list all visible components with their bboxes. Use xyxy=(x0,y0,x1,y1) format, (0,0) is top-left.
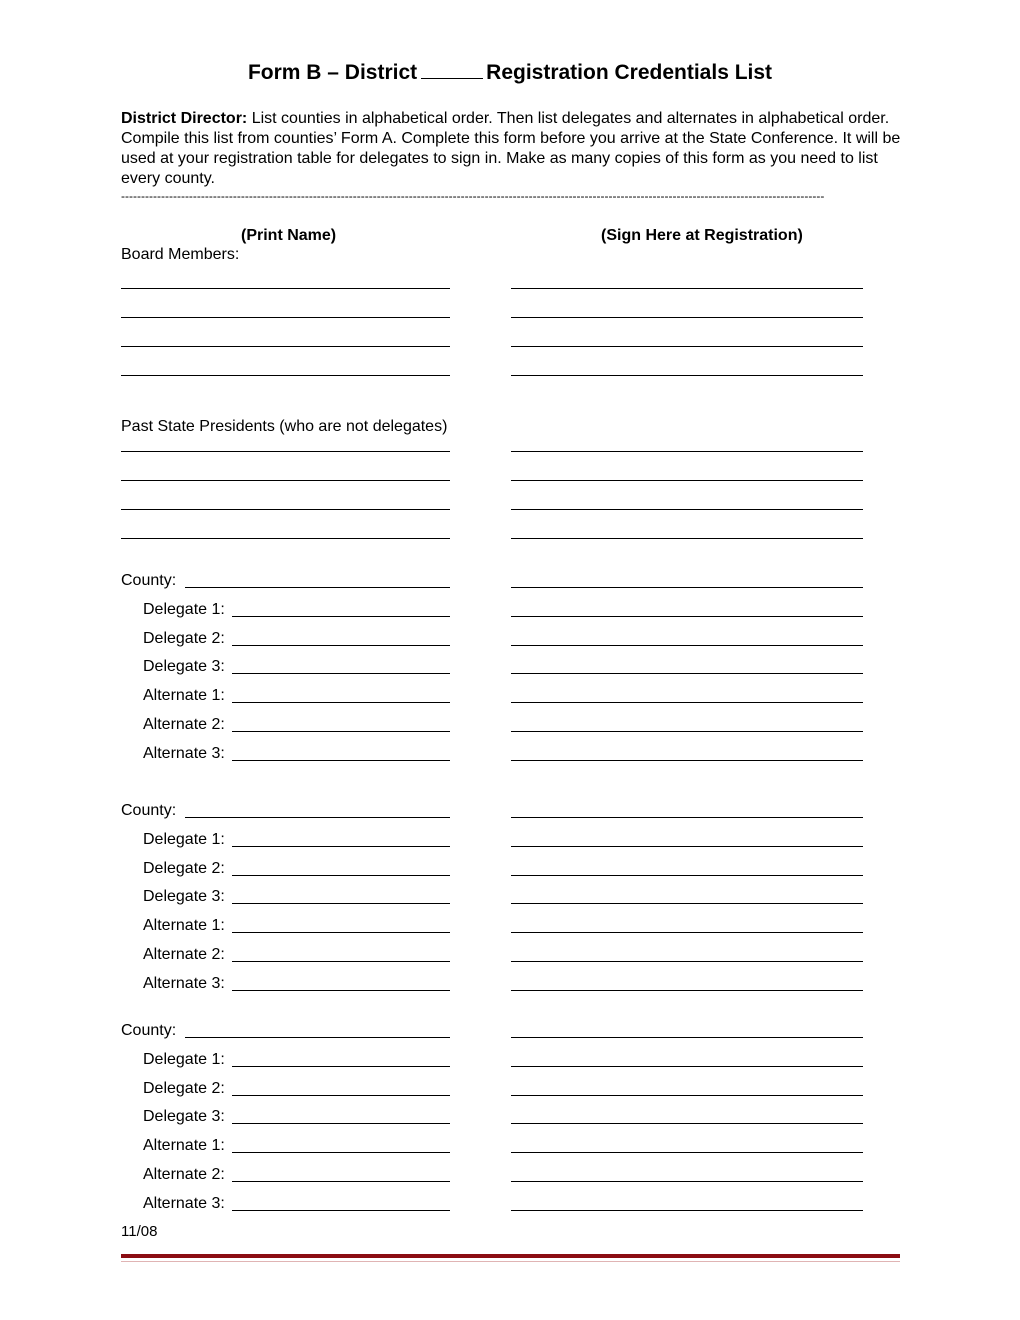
past-president-print-line[interactable] xyxy=(121,509,450,510)
delegate-row-label: Delegate 2: xyxy=(143,1079,225,1097)
county-sign-line[interactable] xyxy=(511,587,863,588)
county-sign-line[interactable] xyxy=(511,817,863,818)
title-part-1: Form B – District xyxy=(247,61,418,84)
footer-rule xyxy=(121,1254,900,1258)
delegate-row-label: Alternate 3: xyxy=(143,974,225,992)
past-president-print-line[interactable] xyxy=(121,538,450,539)
board-member-sign-line[interactable] xyxy=(511,346,863,347)
board-member-print-line[interactable] xyxy=(121,375,450,376)
past-president-sign-line[interactable] xyxy=(511,538,863,539)
delegate-row-label: Alternate 1: xyxy=(143,687,225,705)
delegate-print-line[interactable] xyxy=(232,846,450,847)
delegate-print-line[interactable] xyxy=(232,1123,450,1124)
delegate-row-label: Delegate 2: xyxy=(143,859,225,877)
board-member-print-line[interactable] xyxy=(121,346,450,347)
delegate-row-label: Alternate 1: xyxy=(143,917,225,935)
delegate-print-line[interactable] xyxy=(232,673,450,674)
county-name-line[interactable] xyxy=(185,587,450,588)
county-label: County: xyxy=(121,802,177,819)
delegate-sign-line[interactable] xyxy=(511,1066,863,1067)
delegate-sign-line[interactable] xyxy=(511,1210,863,1211)
delegate-sign-line[interactable] xyxy=(511,702,863,703)
dashed-divider: -------------------------------------------------------------------------------------------------------------------------------------------------------------------------------- xyxy=(121,189,825,203)
delegate-print-line[interactable] xyxy=(232,616,450,617)
revision-date: 11/08 xyxy=(121,1223,158,1240)
past-president-sign-line[interactable] xyxy=(511,480,863,481)
delegate-print-line[interactable] xyxy=(232,932,450,933)
past-president-print-line[interactable] xyxy=(121,480,450,481)
instructions xyxy=(121,109,901,189)
delegate-sign-line[interactable] xyxy=(511,875,863,876)
delegate-row-label: Alternate 2: xyxy=(143,715,225,733)
board-member-sign-line[interactable] xyxy=(511,317,863,318)
board-members-heading: Board Members: xyxy=(121,246,240,263)
instructions-text: List counties in alphabetical order. Then list delegates and alternates in alphabetical order. Compile this list from counties’ Form A. Complete this form before you arrive at the State Conference. It will be used at your registration table for delegates to sign in. Make as many copies of this form as you need to list every county. xyxy=(121,110,901,187)
delegate-row-label: Delegate 2: xyxy=(143,629,225,647)
county-label: County: xyxy=(121,1022,177,1039)
board-member-print-line[interactable] xyxy=(121,317,450,318)
delegate-sign-line[interactable] xyxy=(511,961,863,962)
title-part-2: Registration Credentials List xyxy=(486,61,773,84)
column-header-print-name: (Print Name) xyxy=(241,227,337,244)
delegate-print-line[interactable] xyxy=(232,702,450,703)
delegate-print-line[interactable] xyxy=(232,731,450,732)
board-member-print-line[interactable] xyxy=(121,288,450,289)
delegate-print-line[interactable] xyxy=(232,961,450,962)
footer-rule-shadow xyxy=(121,1261,900,1262)
delegate-print-line[interactable] xyxy=(232,990,450,991)
delegate-sign-line[interactable] xyxy=(511,731,863,732)
delegate-sign-line[interactable] xyxy=(511,1123,863,1124)
delegate-row-label: Alternate 2: xyxy=(143,945,225,963)
delegate-print-line[interactable] xyxy=(232,1210,450,1211)
delegate-sign-line[interactable] xyxy=(511,903,863,904)
board-member-sign-line[interactable] xyxy=(511,288,863,289)
delegate-sign-line[interactable] xyxy=(511,990,863,991)
past-president-print-line[interactable] xyxy=(121,451,450,452)
page-title xyxy=(0,61,1020,85)
delegate-sign-line[interactable] xyxy=(511,1181,863,1182)
delegate-sign-line[interactable] xyxy=(511,932,863,933)
delegate-row-label: Delegate 3: xyxy=(143,888,225,906)
delegate-sign-line[interactable] xyxy=(511,1152,863,1153)
delegate-row-label: Alternate 3: xyxy=(143,1194,225,1212)
delegate-row-label: Alternate 3: xyxy=(143,744,225,762)
delegate-row-label: Delegate 3: xyxy=(143,1108,225,1126)
district-number-blank[interactable] xyxy=(421,61,483,79)
delegate-sign-line[interactable] xyxy=(511,760,863,761)
delegate-sign-line[interactable] xyxy=(511,1095,863,1096)
delegate-print-line[interactable] xyxy=(232,1066,450,1067)
past-presidents-heading: Past State Presidents (who are not delegates) xyxy=(121,418,448,435)
delegate-row-label: Delegate 3: xyxy=(143,658,225,676)
delegate-print-line[interactable] xyxy=(232,760,450,761)
delegate-sign-line[interactable] xyxy=(511,616,863,617)
delegate-print-line[interactable] xyxy=(232,645,450,646)
delegate-row-label: Alternate 2: xyxy=(143,1165,225,1183)
delegate-row-label: Delegate 1: xyxy=(143,601,225,618)
delegate-sign-line[interactable] xyxy=(511,846,863,847)
delegate-row-label: Alternate 1: xyxy=(143,1137,225,1155)
column-header-sign-here: (Sign Here at Registration) xyxy=(601,227,803,244)
delegate-print-line[interactable] xyxy=(232,1095,450,1096)
county-name-line[interactable] xyxy=(185,1037,450,1038)
county-sign-line[interactable] xyxy=(511,1037,863,1038)
county-name-line[interactable] xyxy=(185,817,450,818)
delegate-sign-line[interactable] xyxy=(511,645,863,646)
instructions-label: District Director: xyxy=(121,110,248,127)
delegate-row-label: Delegate 1: xyxy=(143,831,225,848)
county-label: County: xyxy=(121,572,177,589)
past-president-sign-line[interactable] xyxy=(511,451,863,452)
delegate-sign-line[interactable] xyxy=(511,673,863,674)
delegate-print-line[interactable] xyxy=(232,875,450,876)
past-president-sign-line[interactable] xyxy=(511,509,863,510)
delegate-print-line[interactable] xyxy=(232,903,450,904)
delegate-row-label: Delegate 1: xyxy=(143,1051,225,1068)
board-member-sign-line[interactable] xyxy=(511,375,863,376)
delegate-print-line[interactable] xyxy=(232,1181,450,1182)
delegate-print-line[interactable] xyxy=(232,1152,450,1153)
